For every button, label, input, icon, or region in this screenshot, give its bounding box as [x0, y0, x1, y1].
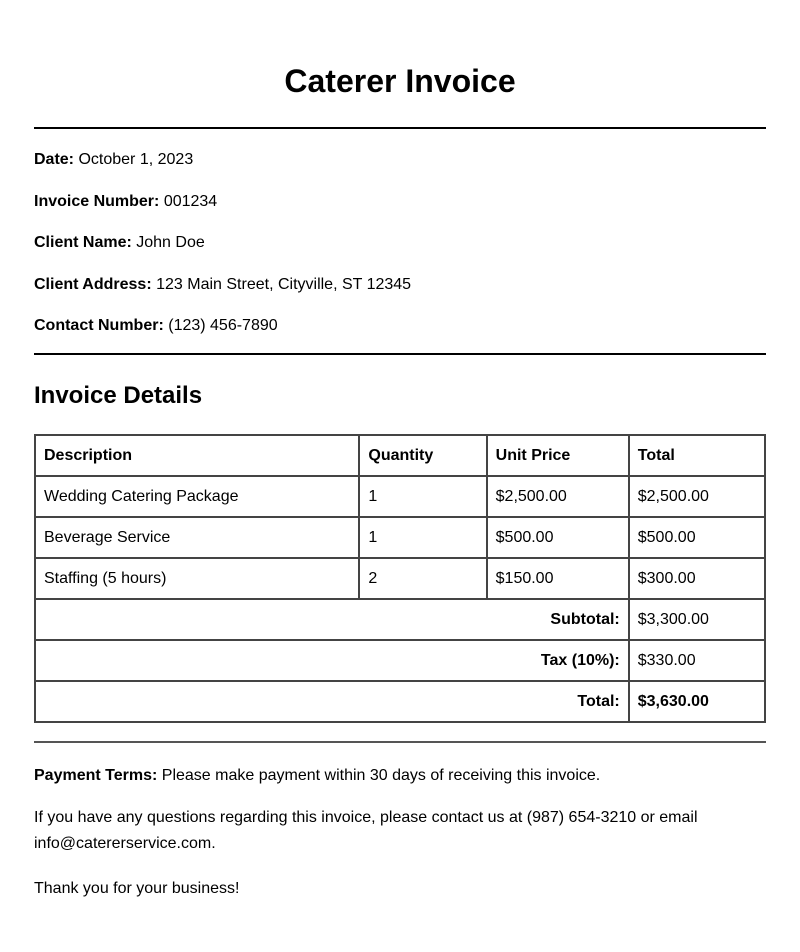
- client-name-label: Client Name:: [34, 234, 132, 251]
- cell-description: Beverage Service: [35, 517, 359, 558]
- cell-total: $2,500.00: [629, 476, 765, 517]
- cell-unit-price: $500.00: [487, 517, 629, 558]
- subtotal-row: [35, 599, 765, 640]
- payment-terms: [34, 763, 734, 789]
- contact-number-field: [34, 316, 278, 336]
- invoice-number-label: Invoice Number:: [34, 193, 160, 210]
- client-name-value: John Doe: [136, 234, 205, 251]
- table-row: [35, 476, 765, 517]
- divider: [34, 741, 766, 743]
- tax-row: [35, 640, 765, 681]
- cell-quantity: 2: [359, 558, 486, 599]
- date-field: [34, 150, 193, 170]
- cell-quantity: 1: [359, 476, 486, 517]
- payment-terms-text: Please make payment within 30 days of receiving this invoice.: [161, 767, 601, 784]
- subtotal-label: Subtotal:: [35, 599, 629, 640]
- column-header-description: Description: [35, 435, 359, 476]
- table-row: [35, 558, 765, 599]
- cell-quantity: 1: [359, 517, 486, 558]
- cell-description: Staffing (5 hours): [35, 558, 359, 599]
- thanks-text: Thank you for your business!: [34, 880, 240, 897]
- tax-value: $330.00: [629, 640, 765, 681]
- invoice-number-field: [34, 192, 217, 212]
- contact-number-value: (123) 456-7890: [168, 317, 278, 334]
- cell-total: $500.00: [629, 517, 765, 558]
- cell-description: Wedding Catering Package: [35, 476, 359, 517]
- contact-number-label: Contact Number:: [34, 317, 164, 334]
- divider: [34, 127, 766, 129]
- date-value: October 1, 2023: [78, 151, 194, 168]
- subtotal-value: $3,300.00: [629, 599, 765, 640]
- column-header-unit-price: Unit Price: [487, 435, 629, 476]
- section-heading: Invoice Details: [34, 382, 203, 409]
- client-address-label: Client Address:: [34, 276, 152, 293]
- invoice-number-value: 001234: [163, 193, 218, 210]
- client-address-value: 123 Main Street, Cityville, ST 12345: [156, 276, 412, 293]
- date-label: Date:: [34, 151, 75, 168]
- page-title: Caterer Invoice: [284, 63, 516, 99]
- column-header-quantity: Quantity: [359, 435, 486, 476]
- invoice-table: [34, 434, 766, 723]
- total-value: $3,630.00: [629, 681, 765, 722]
- table-header-row: [35, 435, 765, 476]
- total-row: [35, 681, 765, 722]
- cell-unit-price: $150.00: [487, 558, 629, 599]
- table-row: [35, 517, 765, 558]
- cell-total: $300.00: [629, 558, 765, 599]
- questions-text: If you have any questions regarding this invoice, please contact us at (987) 654-3210 or email info@catererservice.com.: [34, 809, 698, 852]
- payment-terms-label: Payment Terms:: [34, 767, 158, 784]
- total-label: Total:: [35, 681, 629, 722]
- column-header-total: Total: [629, 435, 765, 476]
- divider: [34, 353, 766, 355]
- client-name-field: [34, 233, 205, 253]
- cell-unit-price: $2,500.00: [487, 476, 629, 517]
- tax-label: Tax (10%):: [35, 640, 629, 681]
- client-address-field: [34, 275, 411, 295]
